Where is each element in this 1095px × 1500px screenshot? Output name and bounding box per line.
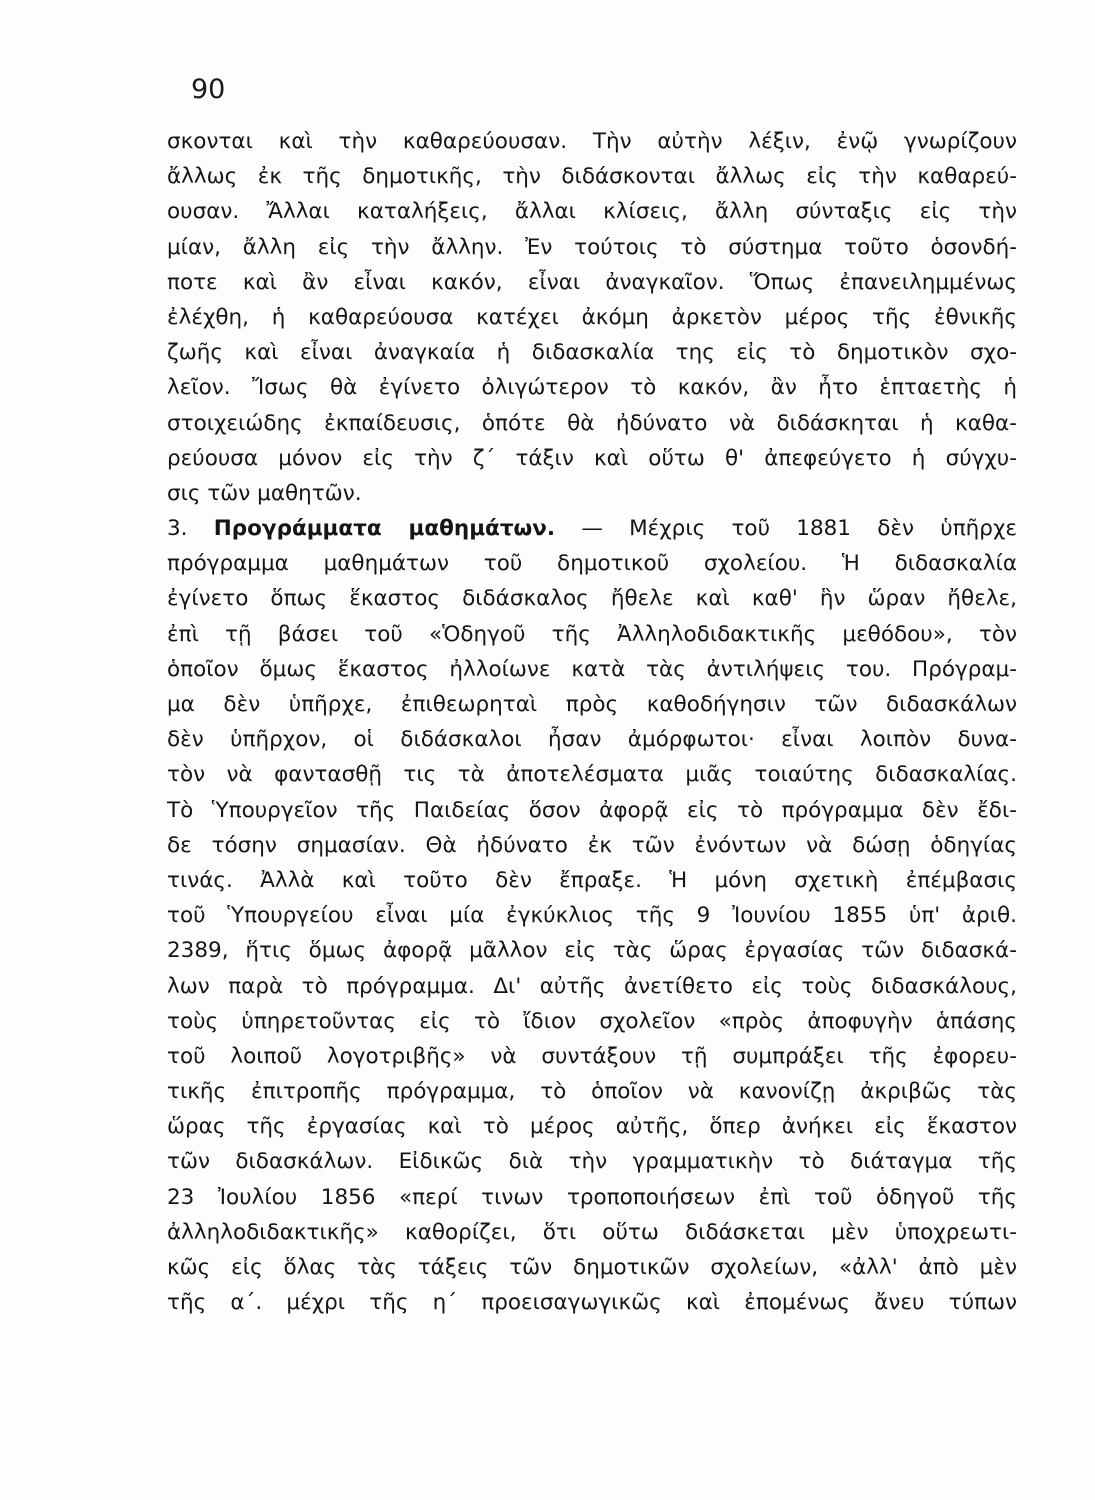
text-line: σις τῶν μαθητῶν. (167, 480, 362, 506)
text-line: ἐλέχθη, ἡ καθαρεύουσα κατέχει ἀκόμη ἀρκετὸν μέρος τῆς ἐθνικῆς (167, 304, 1017, 330)
text-line: ἄλλως ἐκ τῆς δημοτικῆς, τὴν διδάσκονται ἄλλως εἰς τὴν καθαρεύ- (167, 164, 1017, 190)
page-number: 90 (191, 74, 226, 105)
text-line: 23 Ἰουλίου 1856 «περί τινων τροποποιήσεων ἐπὶ τοῦ ὁδηγοῦ τῆς (167, 1184, 1017, 1210)
text-line: τῆς α΄. μέχρι τῆς η΄ προεισαγωγικῶς καὶ ἐπομένως ἄνευ τύπων (167, 1290, 1017, 1316)
text-line: λεῖον. Ἴσως θὰ ἐγίνετο ὀλιγώτερον τὸ κακόν, ἂν ἦτο ἑπταετὴς ἡ (167, 375, 1017, 401)
text-line: δὲν ὑπῆρχον, οἱ διδάσκαλοι ἦσαν ἀμόρφωτοι· εἶναι λοιπὸν δυνα- (167, 727, 1017, 753)
text-line: ὁποῖον ὅμως ἕκαστος ἠλλοίωνε κατὰ τὰς ἀντιλήψεις του. Πρόγραμ- (167, 656, 1017, 682)
text-line: τῶν διδασκάλων. Εἰδικῶς διὰ τὴν γραμματικὴν τὸ διάταγμα τῆς (167, 1149, 1017, 1175)
text-line: τοῦ Ὑπουργείου εἶναι μία ἐγκύκλιος τῆς 9 Ἰουνίου 1855 ὑπ' ἀριθ. (167, 903, 1017, 929)
text-line: ποτε καὶ ἂν εἶναι κακόν, εἶναι ἀναγκαῖον. Ὅπως ἐπανειλημμένως (167, 269, 1017, 295)
text-line: λων παρὰ τὸ πρόγραμμα. Δι' αὐτῆς ἀνετίθετο εἰς τοὺς διδασκάλους, (167, 973, 1017, 999)
text-line: 2389, ἥτις ὅμως ἀφορᾷ μᾶλλον εἰς τὰς ὥρας ἐργασίας τῶν διδασκά- (167, 938, 1017, 964)
text-line: κῶς εἰς ὅλας τὰς τάξεις τῶν δημοτικῶν σχολείων, «ἀλλ' ἀπὸ μὲν (167, 1255, 1017, 1280)
text-line: ἐπὶ τῇ βάσει τοῦ «Ὁδηγοῦ τῆς Ἀλληλοδιδακτικῆς μεθόδου», τὸν (167, 621, 1017, 647)
text-line: ἐγίνετο ὅπως ἕκαστος διδάσκαλος ἤθελε καὶ καθ' ἣν ὥραν ἤθελε, (167, 586, 1017, 612)
section-heading-line (167, 511, 1017, 546)
text-line: τοὺς ὑπηρετοῦντας εἰς τὸ ἴδιον σχολεῖον «πρὸς ἀποφυγὴν ἁπάσης (167, 1008, 1017, 1034)
text-line: μίαν, ἄλλη εἰς τὴν ἄλλην. Ἐν τούτοις τὸ σύστημα τοῦτο ὁσονδή- (167, 234, 1017, 260)
text-line: ζωῆς καὶ εἶναι ἀναγκαία ἡ διδασκαλία της εἰς τὸ δημοτικὸν σχο- (167, 340, 1017, 366)
text-line: σκονται καὶ τὴν καθαρεύουσαν. Τὴν αὐτὴν λέξιν, ἐνῷ γνωρίζουν (167, 129, 1017, 154)
text-line: τὸν νὰ φαντασθῇ τις τὰ ἀποτελέσματα μιᾶς τοιαύτης διδασκαλίας. (167, 762, 1017, 788)
text-line: Τὸ Ὑπουργεῖον τῆς Παιδείας ὅσον ἀφορᾷ εἰς τὸ πρόγραμμα δὲν ἔδι- (167, 797, 1017, 823)
section-heading: Προγράμματα μαθημάτων. (213, 516, 556, 542)
text-line: ἀλληλοδιδακτικῆς» καθορίζει, ὅτι οὕτω διδάσκεται μὲν ὑποχρεωτι- (167, 1219, 1017, 1245)
text-line: ουσαν. Ἄλλαι καταλήξεις, ἄλλαι κλίσεις, ἄλλη σύνταξις εἰς τὴν (167, 199, 1017, 225)
text-line: πρόγραμμα μαθημάτων τοῦ δημοτικοῦ σχολείου. Ἡ διδασκαλία (167, 551, 1017, 577)
text-line: δε τόσην σημασίαν. Θὰ ἠδύνατο ἐκ τῶν ἐνόντων νὰ δώσῃ ὁδηγίας (167, 832, 1017, 858)
text-line: τοῦ λοιποῦ λογοτριβῆς» νὰ συντάξουν τῇ συμπράξει τῆς ἐφορευ- (167, 1043, 1017, 1069)
text-line: στοιχειώδης ἐκπαίδευσις, ὁπότε θὰ ἠδύνατο νὰ διδάσκηται ἡ καθα- (167, 410, 1017, 436)
text-line: τινάς. Ἀλλὰ καὶ τοῦτο δὲν ἔπραξε. Ἡ μόνη σχετικὴ ἐπέμβασις (167, 867, 1017, 893)
section-first-line: — Μέχρις τοῦ 1881 δὲν ὑπῆρχε (581, 516, 1017, 542)
body-text (167, 124, 1017, 1320)
text-line: τικῆς ἐπιτροπῆς πρόγραμμα, τὸ ὁποῖον νὰ κανονίζῃ ἀκριβῶς τὰς (167, 1079, 1017, 1105)
text-line: μα δὲν ὑπῆρχε, ἐπιθεωρηταὶ πρὸς καθοδήγησιν τῶν διδασκάλων (167, 692, 1017, 717)
text-line: ρεύουσα μόνον εἰς τὴν ζ΄ τάξιν καὶ οὕτω θ' ἀπεφεύγετο ἡ σύγχυ- (167, 445, 1017, 471)
text-line: ὥρας τῆς ἐργασίας καὶ τὸ μέρος αὐτῆς, ὅπερ ἀνήκει εἰς ἕκαστον (167, 1114, 1017, 1140)
section-number: 3. (167, 516, 188, 542)
